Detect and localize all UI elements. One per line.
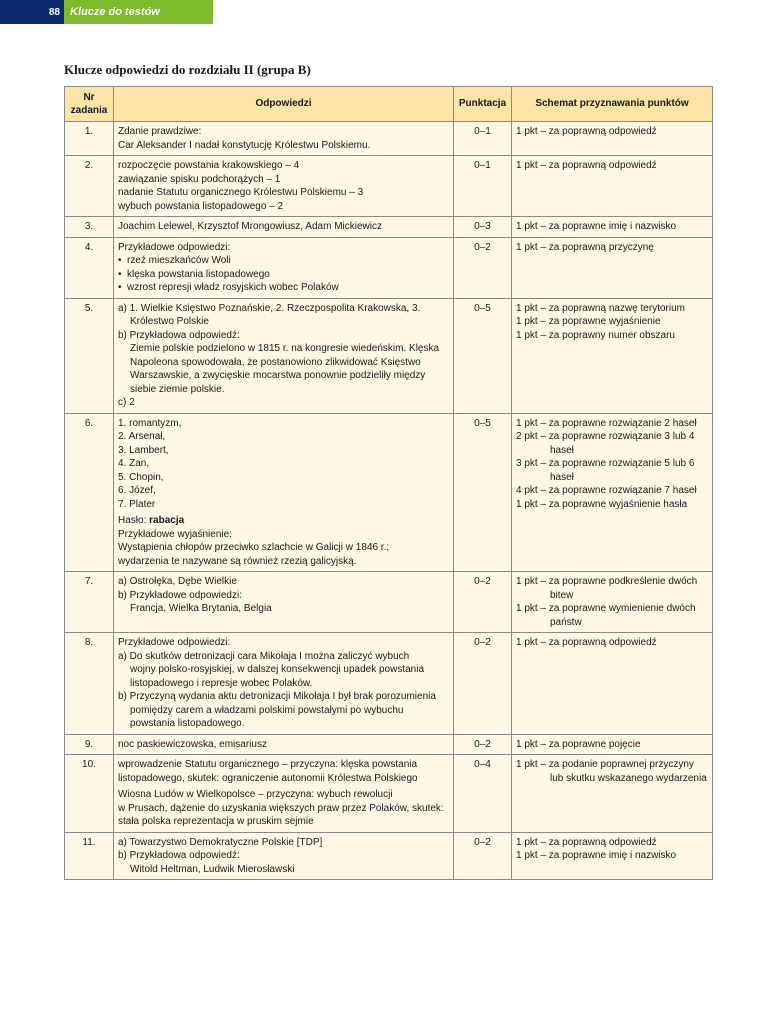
points-cell: 0–2 [454,237,512,298]
column-header-points: Punktacja [454,87,512,122]
column-header-answers: Odpowiedzi [114,87,454,122]
scheme-cell: 1 pkt – za poprawną przyczynę [512,237,713,298]
table-row [65,122,713,156]
answer-cell: a) Towarzystwo Demokratyczne Polskie [TDP] b) Przykładowa odpowiedź: Witold Heltman, Ludwik Mierosławski [114,832,454,880]
points-cell: 0–5 [454,413,512,572]
answer-cell: rozpoczęcie powstania krakowskiego – 4 zawiązanie spisku podchorążych – 1 nadanie Statutu organicznego Królestwu Polskiemu – 3 wybuch powstania listopadowego – 2 [114,156,454,217]
scheme-cell: 1 pkt – za poprawną odpowiedź [512,122,713,156]
table-row [65,298,713,413]
table-row [65,572,713,633]
table-row [65,156,713,217]
answer-cell: a) 1. Wielkie Księstwo Poznańskie, 2. Rzeczpospolita Krakowska, 3. Królestwo Polskie b) Przykładowa odpowiedź: Ziemie polskie podzielono w 1815 r. na kongresie wiedeńskim. Klęska Napoleona spowodowała, że postanowiono zlikwidować Księstwo Warszawskie, a zwycięskie mocarstwa ponownie podzieliły między siebie ziemie polskie. c) 2 [114,298,454,413]
answer-cell: Przykładowe odpowiedzi: • rzeź mieszkańców Woli • klęska powstania listopadowego • wzrost represji władz rosyjskich wobec Polaków [114,237,454,298]
table-row [65,734,713,755]
points-cell: 0–2 [454,633,512,735]
answer-key-table [64,86,713,880]
password-line: Hasło: rabacja [118,515,185,526]
bullet-item: • klęska powstania listopadowego [118,268,449,282]
table-header-row [65,87,713,122]
page-number: 88 [0,0,64,24]
answer-cell: wprowadzenie Statutu organicznego – przyczyna: klęska powstania listopadowego, skutek: ograniczenie autonomii Królestwa Polskiego Wiosna Ludów w Wielkopolsce – przyczyna: wybuch rewolucji w Prusach, dążenie do uzyskania większych praw przez Polaków, skutek: stała polska reprezentacja w pruskim sejmie [114,755,454,833]
table-row [65,237,713,298]
points-cell: 0–4 [454,755,512,833]
bullet-item: • wzrost represji władz rosyjskich wobec Polaków [118,281,449,295]
scheme-cell: 1 pkt – za poprawne rozwiązanie 2 haseł 2 pkt – za poprawne rozwiązanie 3 lub 4 haseł 3 pkt – za poprawne rozwiązanie 5 lub 6 haseł 4 pkt – za poprawne rozwiązanie 7 haseł 1 pkt – za poprawne wyjaśnienie hasła [512,413,713,572]
points-cell: 0–2 [454,832,512,880]
scheme-cell: 1 pkt – za poprawne pojęcie [512,734,713,755]
task-number: 1. [65,122,114,156]
page-header [0,0,213,24]
scheme-cell: 1 pkt – za poprawne podkreślenie dwóch bitew 1 pkt – za poprawne wymienienie dwóch państw [512,572,713,633]
scheme-cell: 1 pkt – za poprawną nazwę terytorium 1 pkt – za poprawne wyjaśnienie 1 pkt – za poprawny numer obszaru [512,298,713,413]
points-cell: 0–1 [454,122,512,156]
task-number: 4. [65,237,114,298]
points-cell: 0–2 [454,572,512,633]
column-header-nr: Nr zadania [65,87,114,122]
task-number: 5. [65,298,114,413]
column-header-scheme: Schemat przyznawania punktów [512,87,713,122]
table-row [65,832,713,880]
scheme-cell: 1 pkt – za poprawne imię i nazwisko [512,217,713,238]
answer-cell: a) Ostrołęka, Dębe Wielkie b) Przykładowe odpowiedzi: Francja, Wielka Brytania, Belgia [114,572,454,633]
scheme-cell: 1 pkt – za poprawną odpowiedź 1 pkt – za poprawne imię i nazwisko [512,832,713,880]
password-value: rabacja [149,515,185,526]
table-row [65,633,713,735]
scheme-cell: 1 pkt – za poprawną odpowiedź [512,156,713,217]
answer-cell: 1. romantyzm, 2. Arsenał, 3. Lambert, 4. Zan, 5. Chopin, 6. Józef, 7. Plater Hasło: rabacja Przykładowe wyjaśnienie: Wystąpienia chłopów przeciwko szlachcie w Galicji w 1846 r.; wydarzenia te nazywane są również rzezią galicyjską. [114,413,454,572]
scheme-cell: 1 pkt – za poprawną odpowiedź [512,633,713,735]
answer-cell: Joachim Lelewel, Krzysztof Mrongowiusz, Adam Mickiewicz [114,217,454,238]
table-row [65,413,713,572]
points-cell: 0–5 [454,298,512,413]
task-number: 6. [65,413,114,572]
task-number: 9. [65,734,114,755]
bullet-item: • rzeź mieszkańców Woli [118,254,449,268]
task-number: 3. [65,217,114,238]
points-cell: 0–1 [454,156,512,217]
task-number: 11. [65,832,114,880]
page-title: Klucze odpowiedzi do rozdziału II (grupa B) [64,62,311,77]
task-number: 7. [65,572,114,633]
table-row [65,755,713,833]
task-number: 2. [65,156,114,217]
answer-cell: Zdanie prawdziwe: Car Aleksander I nadał konstytucję Królestwu Polskiemu. [114,122,454,156]
answer-cell: noc paskiewiczowska, emisariusz [114,734,454,755]
table-row [65,217,713,238]
task-number: 8. [65,633,114,735]
points-cell: 0–3 [454,217,512,238]
points-cell: 0–2 [454,734,512,755]
section-label: Klucze do testów [64,0,213,24]
task-number: 10. [65,755,114,833]
scheme-cell: 1 pkt – za podanie poprawnej przyczyny lub skutku wskazanego wydarzenia [512,755,713,833]
answer-cell: Przykładowe odpowiedzi: a) Do skutków detronizacji cara Mikołaja I można zaliczyć wybuch wojny polsko-rosyjskiej, w dalszej konsekwencji upadek powstania listopadowego i represje wobec Polaków. b) Przyczyną wydania aktu detronizacji Mikołaja I był brak porozumienia pomiędzy carem a władzami polskimi powstałymi po wybuchu powstania listopadowego. [114,633,454,735]
